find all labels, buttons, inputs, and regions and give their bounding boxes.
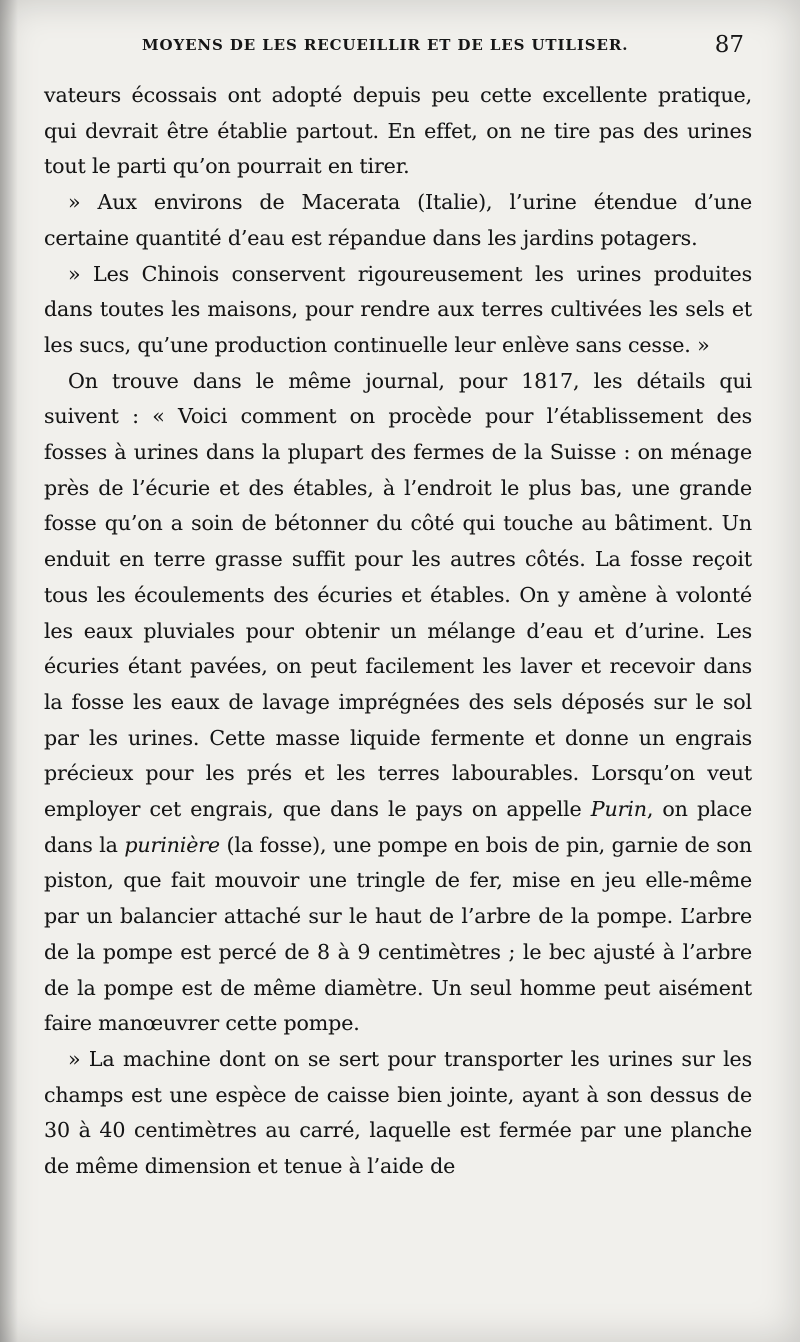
paragraph-4-emphasis-purin: Purin xyxy=(590,797,647,822)
paragraph-1 xyxy=(44,78,752,185)
paragraph-4-emphasis-puriniere: purinière xyxy=(124,832,220,857)
running-head xyxy=(44,34,754,68)
paragraph-1-text: vateurs écossais ont adopté depuis peu cette excellente pratique, qui devrait être établie partout. En effet, on ne tire pas des urines tout le parti qu’on pourrait en tirer. xyxy=(44,83,752,179)
body-text xyxy=(44,78,752,1185)
running-head-title: MOYENS DE LES RECUEILLIR ET DE LES UTILISER. xyxy=(142,36,629,54)
paragraph-4-text-mid: , on place dans la xyxy=(44,797,752,857)
paragraph-4 xyxy=(44,364,752,1042)
page-number: 87 xyxy=(714,32,744,58)
paragraph-5 xyxy=(44,1042,752,1185)
paragraph-3-text: » Les Chinois conservent rigoureusement les urines produites dans toutes les maisons, pour rendre aux terres cultivées les sels et les sucs, qu’une production continuelle leur enlève sans cesse. » xyxy=(44,261,752,357)
paragraph-4-text-end: (la fosse), une pompe en bois de pin, garnie de son piston, que fait mouvoir une tringle de fer, mise en jeu elle-même par un balancier attaché sur le haut de l’arbre de la pompe. L’arbre de la pompe est percé de 8 à 9 centimètres ; le bec ajusté à l’arbre de la pompe est de même diamètre. Un seul homme peut aisément faire manœuvrer cette pompe. xyxy=(44,832,752,1036)
paragraph-2 xyxy=(44,185,752,256)
paragraph-2-text: » Aux environs de Macerata (Italie), l’urine étendue d’une certaine quantité d’eau est répandue dans les jardins potagers. xyxy=(44,190,752,250)
paragraph-5-text: » La machine dont on se sert pour transporter les urines sur les champs est une espèce de caisse bien jointe, ayant à son dessus de 30 à 40 centimètres au carré, laquelle est fermée par une planche de même dimension et tenue à l’aide de xyxy=(44,1046,752,1179)
paragraph-3 xyxy=(44,257,752,364)
paragraph-4-text: On trouve dans le même journal, pour 1817, les détails qui suivent : « Voici comment on procède pour l’établissement des fosses à urines dans la plupart des fermes de la Suisse : on ménage près de l’écurie et des étables, à l’endroit le plus bas, une grande fosse qu’on a soin de bétonner du côté qui touche au bâtiment. Un enduit en terre grasse suffit pour les autres côtés. La fosse reçoit tous les écoulements des écuries et étables. On y amène à volonté les eaux pluviales pour obtenir un mélange d’eau et d’urine. Les écuries étant pavées, on peut facilement les laver et recevoir dans la fosse les eaux de lavage imprégnées des sels déposés sur le sol par les urines. Cette masse liquide fermente et donne un engrais précieux pour les prés et les terres labourables. Lorsqu’on veut employer cet engrais, que dans le pays on appelle xyxy=(44,368,752,822)
